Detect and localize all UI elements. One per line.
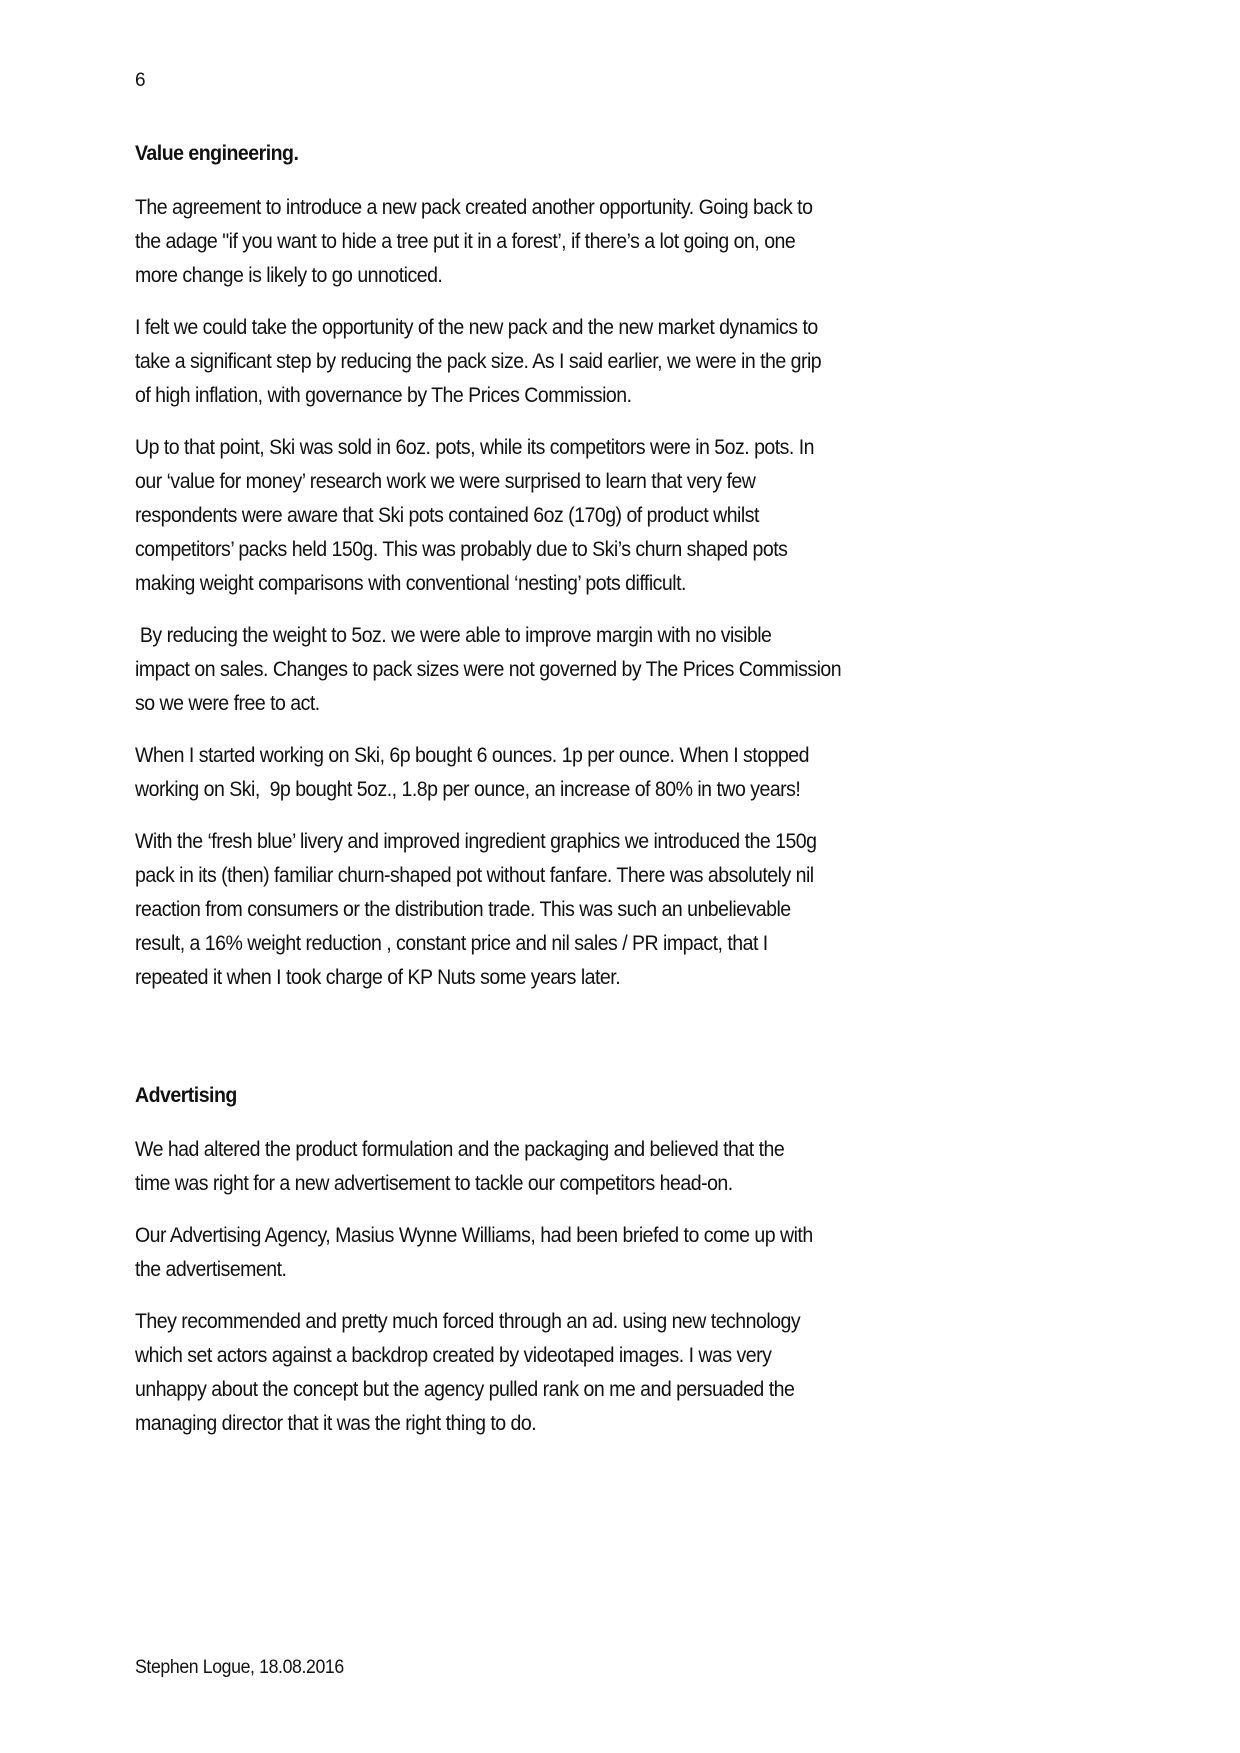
page-content	[135, 137, 995, 1441]
paragraph	[135, 431, 995, 601]
text-line: the advertisement.	[135, 1258, 287, 1281]
paragraph	[135, 1133, 995, 1201]
text-line: impact on sales. Changes to pack sizes were not governed by The Prices Commission	[135, 658, 842, 681]
paragraph	[135, 825, 995, 995]
text-line: result, a 16% weight reduction , constant price and nil sales / PR impact, that I	[135, 932, 768, 955]
text-line: By reducing the weight to 5oz. we were able to improve margin with no visible	[135, 624, 772, 647]
text-line: competitors’ packs held 150g. This was probably due to Ski’s churn shaped pots	[135, 538, 788, 561]
text-line: Up to that point, Ski was sold in 6oz. pots, while its competitors were in 5oz. pots. In	[135, 436, 815, 459]
text-line: so we were free to act.	[135, 692, 320, 715]
page-number: 6	[135, 70, 146, 91]
text-line: When I started working on Ski, 6p bought 6 ounces. 1p per ounce. When I stopped	[135, 744, 809, 767]
text-line: I felt we could take the opportunity of the new pack and the new market dynamics to	[135, 316, 818, 339]
text-line: of high inflation, with governance by The Prices Commission.	[135, 384, 632, 407]
page-footer: Stephen Logue, 18.08.2016	[135, 1657, 344, 1678]
section-heading-advertising	[135, 1079, 995, 1113]
paragraph	[135, 619, 995, 721]
text-line: take a significant step by reducing the pack size. As I said earlier, we were in the grip	[135, 350, 822, 373]
paragraph	[135, 1305, 995, 1441]
text-line: more change is likely to go unnoticed.	[135, 264, 443, 287]
text-line: managing director that it was the right thing to do.	[135, 1412, 537, 1435]
text-line: reaction from consumers or the distribution trade. This was such an unbelievable	[135, 898, 791, 921]
paragraph	[135, 739, 995, 807]
heading-text: Value engineering.	[135, 142, 299, 165]
section-heading-value-engineering	[135, 137, 995, 171]
text-line: pack in its (then) familiar churn-shaped pot without fanfare. There was absolutely nil	[135, 864, 814, 887]
paragraph	[135, 1219, 995, 1287]
text-line: the adage "if you want to hide a tree put it in a forest’, if there’s a lot going on, one	[135, 230, 796, 253]
text-line: which set actors against a backdrop created by videotaped images. I was very	[135, 1344, 772, 1367]
text-line: We had altered the product formulation and the packaging and believed that the	[135, 1138, 785, 1161]
text-line: working on Ski, 9p bought 5oz., 1.8p per ounce, an increase of 80% in two years!	[135, 778, 801, 801]
text-line: making weight comparisons with conventional ‘nesting’ pots difficult.	[135, 572, 686, 595]
text-line: They recommended and pretty much forced through an ad. using new technology	[135, 1310, 801, 1333]
text-line: With the ‘fresh blue’ livery and improved ingredient graphics we introduced the 150g	[135, 830, 817, 853]
text-line: repeated it when I took charge of KP Nuts some years later.	[135, 966, 621, 989]
text-line: respondents were aware that Ski pots contained 6oz (170g) of product whilst	[135, 504, 759, 527]
paragraph	[135, 311, 995, 413]
text-line: The agreement to introduce a new pack created another opportunity. Going back to	[135, 196, 813, 219]
text-line: our ‘value for money’ research work we were surprised to learn that very few	[135, 470, 756, 493]
text-line: Our Advertising Agency, Masius Wynne Williams, had been briefed to come up with	[135, 1224, 813, 1247]
paragraph	[135, 191, 995, 293]
heading-text: Advertising	[135, 1084, 237, 1107]
text-line: unhappy about the concept but the agency pulled rank on me and persuaded the	[135, 1378, 795, 1401]
text-line: time was right for a new advertisement to tackle our competitors head-on.	[135, 1172, 733, 1195]
